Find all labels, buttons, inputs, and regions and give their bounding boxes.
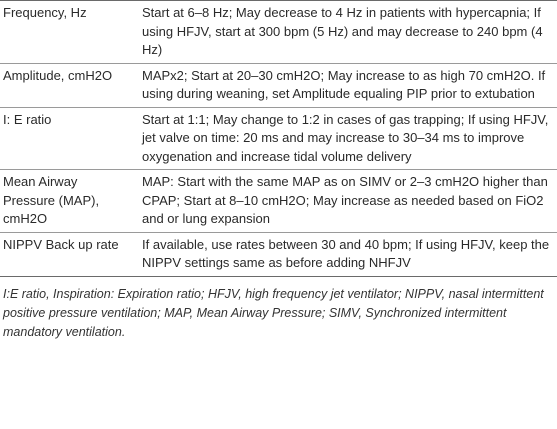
table-row — [0, 63, 557, 107]
parameter-cell: I: E ratio — [3, 111, 52, 127]
setting-cell: If available, use rates between 30 and 40 bpm; If using HFJV, keep the NIPPV settings same as before adding NHFJV — [142, 236, 550, 270]
parameter-cell: NIPPV Back up rate — [3, 236, 119, 252]
setting-cell: Start at 6–8 Hz; May decrease to 4 Hz in patients with hypercapnia; If using HFJV, start at 300 bpm (5 Hz) and may decrease to 240 bpm (4 Hz) — [142, 5, 543, 57]
setting-cell: Start at 1:1; May change to 1:2 in cases of gas trapping; If using HFJV, jet valve on time: 20 ms and may increase to 30–34 ms to improve oxygenation and increase tidal volume delivery — [142, 111, 549, 164]
table-row — [0, 107, 557, 170]
table-row — [0, 170, 557, 233]
parameter-cell: Mean Airway Pressure (MAP), cmH2O — [3, 174, 100, 226]
setting-cell: MAPx2; Start at 20–30 cmH2O; May increase to as high 70 cmH2O. If using during weaning, set Amplitude equaling PIP prior to extubation — [142, 67, 546, 101]
table-row — [0, 232, 557, 276]
setting-cell: MAP: Start with the same MAP as on SIMV or 2–3 cmH2O higher than CPAP; Start at 8–10 cmH2O; May increase as needed based on FiO2 and or lung expansion — [142, 174, 548, 226]
table-footnote: I:E ratio, Inspiration: Expiration ratio; HFJV, high frequency jet ventilator; NIPPV, nasal intermittent positive pressure ventilation; MAP, Mean Airway Pressure; SIMV, Synchronized intermittent mandatory ventilation. — [3, 286, 544, 339]
parameter-cell: Frequency, Hz — [3, 5, 87, 20]
parameter-cell: Amplitude, cmH2O — [3, 67, 113, 83]
table-row — [0, 1, 557, 64]
